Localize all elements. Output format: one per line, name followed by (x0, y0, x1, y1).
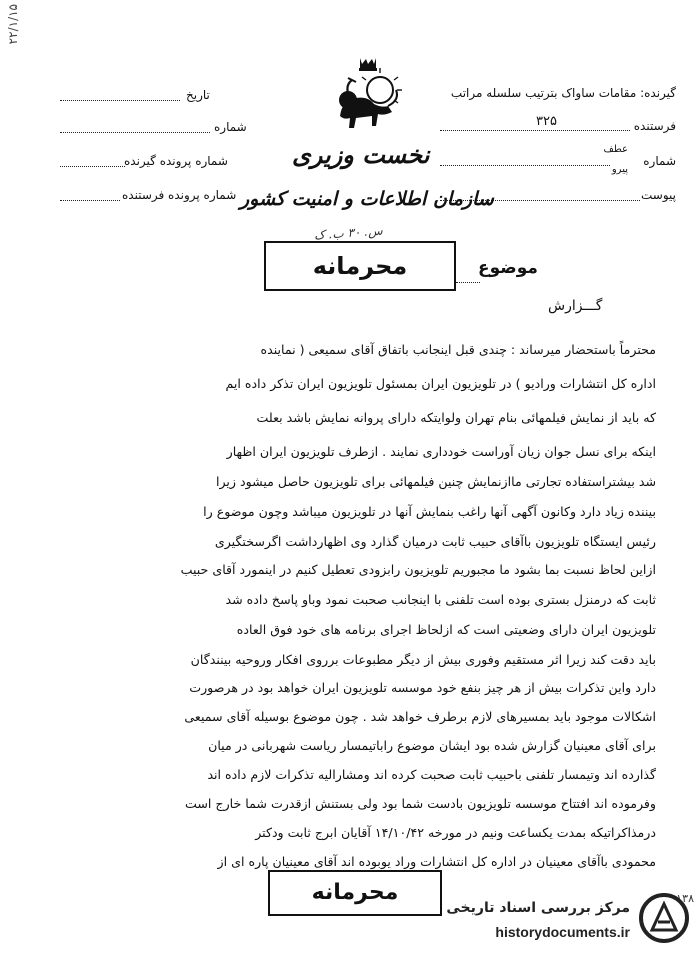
body-line-10: تلویزیون ایران دارای وضعیتی است که ازلحاظ اجرای برنامه های خود فوق العاده (236, 622, 656, 637)
confidential-stamp: محرمانه (264, 241, 456, 291)
date-dots (60, 100, 180, 101)
body-line-5: شد بیشتراستفاده تجارتی ماازنمایش چنین فیلمهائی برای تلویزیون حاصل میشود زیرا (215, 474, 656, 489)
sender-file-label: شماره پرونده فرستنده (122, 188, 237, 202)
number-sub-peyro: پیرو (611, 164, 628, 175)
body-line-14: برای آقای معینیان گزارش شده بود ایشان موضوع راباتیمسار ریاست شهربانی در میان (208, 738, 656, 753)
watermark-name: مرکز بررسی اسناد تاریخی (446, 900, 630, 916)
subject-label: موضوع (478, 258, 538, 278)
body-line-18: محمودی باآقای معینیان در اداره کل انتشارات وراد یوبوده اند آقای معینیان پاره ای از (217, 854, 656, 869)
recipient-label: گیرنده: مقامات ساواک بترتیب سلسله مراتب (450, 86, 676, 100)
body-line-11: باید دقت کند زیرا اثر مستقیم وفوری بیش از دیگر مطبوعات برروی افکار وروحیه بینندگان (190, 652, 656, 667)
archive-logo-icon (638, 892, 690, 944)
body-line-3: که باید از نمایش فیلمهائی بنام تهران ولوایتکه دارای پروانه نمایش باشد بعلت (256, 410, 656, 425)
report-title: گـــزارش (548, 298, 603, 314)
number-dots-right (440, 165, 610, 166)
body-line-6: بیننده زیاد دارد وکانون آگهی آنها راغب بنمایش آنها در تلویزیون میباشد وچون موضوع را (203, 504, 656, 519)
handwritten-code: س. ۳۰ ب. ک (313, 223, 384, 243)
body-line-9: ثابت که درمنزل بستری بوده است تلفنی با اینجانب صحبت نمود وباو پاسخ داده شد (225, 592, 656, 607)
body-line-2: اداره کل انتشارات ورادیو ) در تلویزیون ایران بمسئول تلویزیون ایران تذکر داده ایم (225, 376, 656, 391)
body-line-16: وفرموده اند افتتاح موسسه تلویزیون بادست شما بود ولی بستنش ازقدرت شما خارج است (185, 796, 656, 811)
org-line2-savak: سازمان اطلاعات و امنیت کشور (240, 188, 494, 210)
sender-file-dots (60, 200, 120, 201)
subject-dots (456, 282, 480, 283)
body-line-8: ازاین لحاظ نسبت بما بشود ما مجبوریم تلویزیون رابزودی تعطیل کنیم در اینمورد آقای حبیب (180, 562, 656, 577)
body-line-13: اشکالات موجود باید بمسیرهای لازم برطرف خواهد شد . چون موضوع بوسیله آقای سمیعی (184, 709, 656, 724)
sender-dots (440, 130, 630, 131)
body-line-12: دارد واین تذکرات بیش از هر چیز بنفع خود موسسه تلویزیون ایران خواهد بود در هرصورت (189, 680, 656, 695)
body-line-15: گذارده اند وتیمسار تلفنی باحبیب ثابت صحبت کرده اند ومشارالیه تذکرات لازم داده اند (207, 767, 656, 782)
attachment-label: پیوست (641, 188, 676, 202)
number-sub-atf: عطف (603, 144, 628, 155)
corner-handwritten-note: ۲۲/۱/۱۵ (6, 4, 20, 45)
number-dots-left (60, 132, 210, 133)
sender-label: فرستنده (633, 119, 676, 133)
recipient-file-label: شماره پرونده گیرنده (124, 154, 228, 168)
body-line-4: اینکه برای نسل جوان زیان آوراست خودداری نمایند . ازطرف تلویزیون ایران اظهار (226, 444, 656, 459)
body-line-1: محترماً باستحضار میرساند : چندی قبل اینجانب باتفاق آقای سمیعی ( نماینده (260, 342, 656, 357)
body-line-7: رئیس ایستگاه تلویزیون باآقای حبیب ثابت درمیان گذارد وی اظهارداشت اگرسختگیری (214, 534, 656, 549)
number-label-left: شماره (214, 120, 247, 134)
recipient-file-dots (60, 166, 125, 167)
watermark-url: historydocuments.ir (495, 924, 630, 940)
body-line-17: درمذاکراتیکه بمدت یکساعت ونیم در مورخه ۱۴/۱۰/۴۲ آقایان ابرج ثابت ودکتر (255, 825, 656, 840)
date-label: تاریخ (186, 88, 210, 102)
number-label-right: شماره (643, 154, 676, 168)
sender-value: ۳۲۵ (536, 114, 557, 129)
bottom-confidential-stamp: محرمانه (268, 870, 442, 916)
page-number: ۱۳۸ (676, 892, 694, 905)
lion-and-sun-emblem-icon (322, 56, 414, 134)
org-line1-prime-ministry: نخست وزیری (292, 140, 430, 169)
